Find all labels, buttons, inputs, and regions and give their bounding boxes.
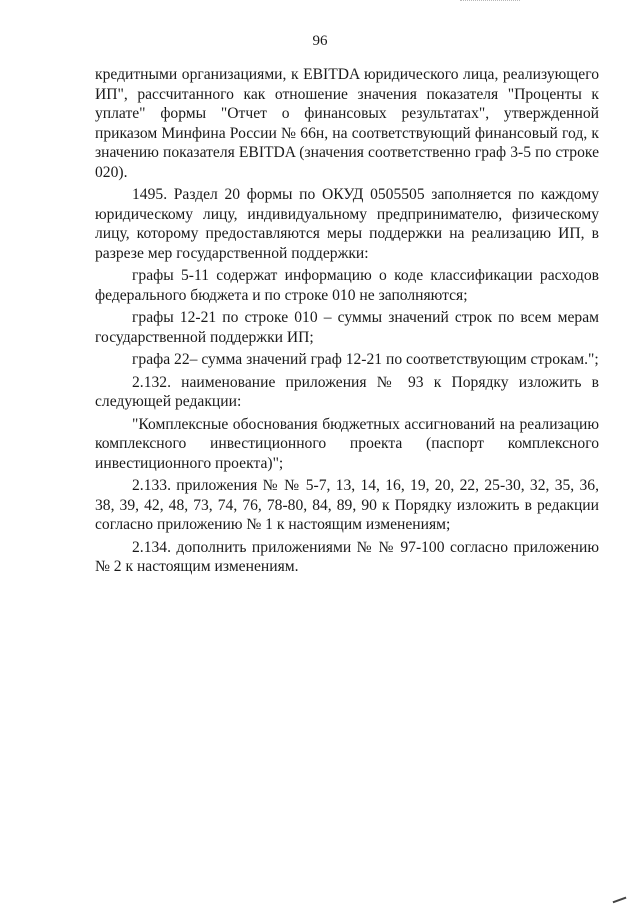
scan-corner-mark [612, 894, 627, 903]
document-body [95, 65, 599, 580]
paragraph-column-22: графа 22– сумма значений граф 12-21 по соответствующим строкам."; [132, 351, 599, 368]
paragraph-item-2-133: 2.133. приложения № № 5-7, 13, 14, 16, 19, 20, 22, 25-30, 32, 35, 36, 38, 39, 42, 48, 73, 74, 76, 78-80, 84, 89, 90 к Порядку изложить в редакции согласно приложению № 1 к настоящим изменениям; [95, 477, 599, 533]
paragraph-item-2-134: 2.134. дополнить приложениями № № 97-100 согласно приложению № 2 к настоящим изменениям. [95, 538, 599, 575]
paragraph-columns-12-21: графы 12-21 по строке 010 – суммы значений строк по всем мерам государственной поддержки ИП; [95, 309, 599, 346]
page-number: 96 [312, 33, 328, 49]
paragraph-quoted-title: "Комплексные обоснования бюджетных ассигнований на реализацию комплексного инвестиционного проекта (паспорт комплексного инвестиционного проекта)"; [95, 415, 599, 472]
paragraph-item-1495: 1495. Раздел 20 формы по ОКУД 0505505 заполняется по каждому юридическому лицу, индивидуальному предпринимателю, физическому лицу, которому предоставляются меры поддержки на реализацию ИП, в разрезе мер государственной поддержки: [95, 186, 599, 262]
paragraph-columns-5-11: графы 5-11 содержат информацию о коде классификации расходов федерального бюджета и по строке 010 не заполняются; [95, 267, 599, 304]
paragraph-item-2-132: 2.132. наименование приложения № 93 к Порядку изложить в следующей редакции: [95, 373, 599, 410]
paragraph-continuation: кредитными организациями, к EBITDA юридического лица, реализующего ИП", рассчитанного как отношение значения показателя "Проценты к уплате" формы "Отчет о финансовых результатах", утвержденной приказом Минфина России № 66н, на соответствующий финансовый год, к значению показателя EBITDA (значения соответственно граф 3-5 по строке 020). [95, 66, 599, 181]
scan-edge-marks [460, 0, 520, 5]
